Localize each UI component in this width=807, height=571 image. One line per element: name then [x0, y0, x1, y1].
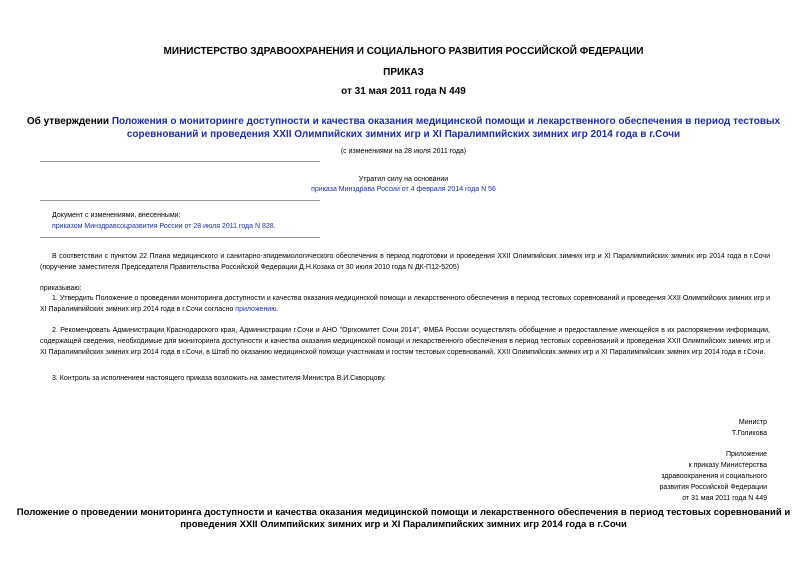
amendments-note: (с изменениями на 28 июля 2011 года) [340, 148, 467, 155]
ministry-heading: МИНИСТЕРСТВО ЗДРАВООХРАНЕНИЯ И СОЦИАЛЬНОГО РАЗВИТИЯ РОССИЙСКОЙ ФЕДЕРАЦИИ [163, 46, 644, 57]
appendix-link[interactable]: приложению [235, 306, 277, 313]
appendix-line: развития Российской Федерации [659, 484, 767, 491]
title-link-line-1[interactable]: Положения о мониторинге доступности и качества оказания медицинской помощи и лекарственного обеспечения в период тестовых [111, 116, 781, 127]
item-1-paragraph [40, 293, 770, 315]
item-3-paragraph: 3. Контроль за исполнением настоящего приказа возложить на заместителя Министра В.И.Скворцову. [52, 375, 386, 382]
repealed-link[interactable]: приказа Минздрава России от 4 февраля 2014 года N 56 [311, 186, 496, 193]
divider [40, 237, 320, 238]
appendix-line: от 31 мая 2011 года N 449 [682, 495, 767, 502]
signature-position: Министр [738, 419, 767, 426]
regulation-title-line-1: Положение о проведении мониторинга доступности и качества оказания медицинской помощи и лекарственного обеспечения в период тестовых соревнований и [16, 507, 791, 518]
appendix-line: к приказу Министерства [688, 462, 767, 469]
appendix-line: здравоохранения и социального [661, 473, 767, 480]
divider [40, 200, 320, 201]
changes-doc-link-row [52, 223, 276, 230]
regulation-title [0, 507, 807, 531]
item-1-text: 1. Утвердить Положение о проведении мониторинга доступности и качества оказания медицинской помощи и лекарственного обеспечения в период тестовых соревнований и проведения XXII Олимпийских зимних игр и XI Паралимпийских зимних игр 2014 года в г.Сочи согласно [40, 295, 770, 313]
signature-block [732, 417, 767, 439]
title-prefix: Об утверждении [26, 116, 112, 127]
repealed-label: Утратил силу на основании [358, 176, 449, 183]
signature-name: Т.Голикова [731, 430, 767, 437]
document-title [0, 115, 807, 141]
item-2-paragraph: 2. Рекомендовать Администрации Краснодарского края, Администрации г.Сочи и АНО "Оргкомитет Сочи 2014", ФМБА России осуществлять обобщение и предоставление имеющейся в их распоряжении информации, содержащей сведения, необходимые для мониторинга доступности и качества оказания медицинской помощи и лекарственного обеспечения в период тестовых соревнований и проведения XXII Олимпийских зимних игр и XI Паралимпийских зимних игр 2014 года в г.Сочи, в Штаб по оказанию медицинской помощи участникам и гостям тестовых соревнований, XXII Олимпийских зимних игр и XI Паралимпийских зимних игр 2014 года в г.Сочи. [40, 327, 770, 356]
appendix-line: Приложение [725, 451, 767, 458]
order-heading: ПРИКАЗ [383, 67, 424, 78]
preamble-paragraph: В соответствии с пунктом 22 Плана медицинского и санитарно-эпидемиологического обеспечения в период подготовки и проведения XXII Олимпийских зимних игр и XI Паралимпийских зимних игр 2014 года в г.Сочи (поручение заместителя Председателя Правительства Российской Федерации Д.Н.Козака от 30 июля 2010 года N ДК-П12-5205) [40, 253, 770, 271]
changes-doc-label: Документ с изменениями, внесенными: [52, 212, 181, 219]
changes-doc-link[interactable]: приказом Минздравсоцразвития России от 28 июля 2011 года N 828 [52, 223, 274, 230]
repealed-link-row [0, 186, 807, 193]
changes-doc-tail: . [273, 223, 276, 230]
appendix-block [659, 449, 767, 504]
regulation-title-line-2: проведения XXII Олимпийских зимних игр и XI Паралимпийских зимних игр 2014 года в г.Сочи [180, 519, 627, 530]
order-date-number: от 31 мая 2011 года N 449 [341, 86, 466, 97]
title-link-line-2[interactable]: соревнований и проведения XXII Олимпийских зимних игр и XI Паралимпийских зимних игр 2014 года в г.Сочи [126, 129, 681, 140]
item-1-tail: . [276, 306, 279, 313]
divider [40, 161, 320, 162]
order-word: приказываю: [40, 285, 82, 292]
